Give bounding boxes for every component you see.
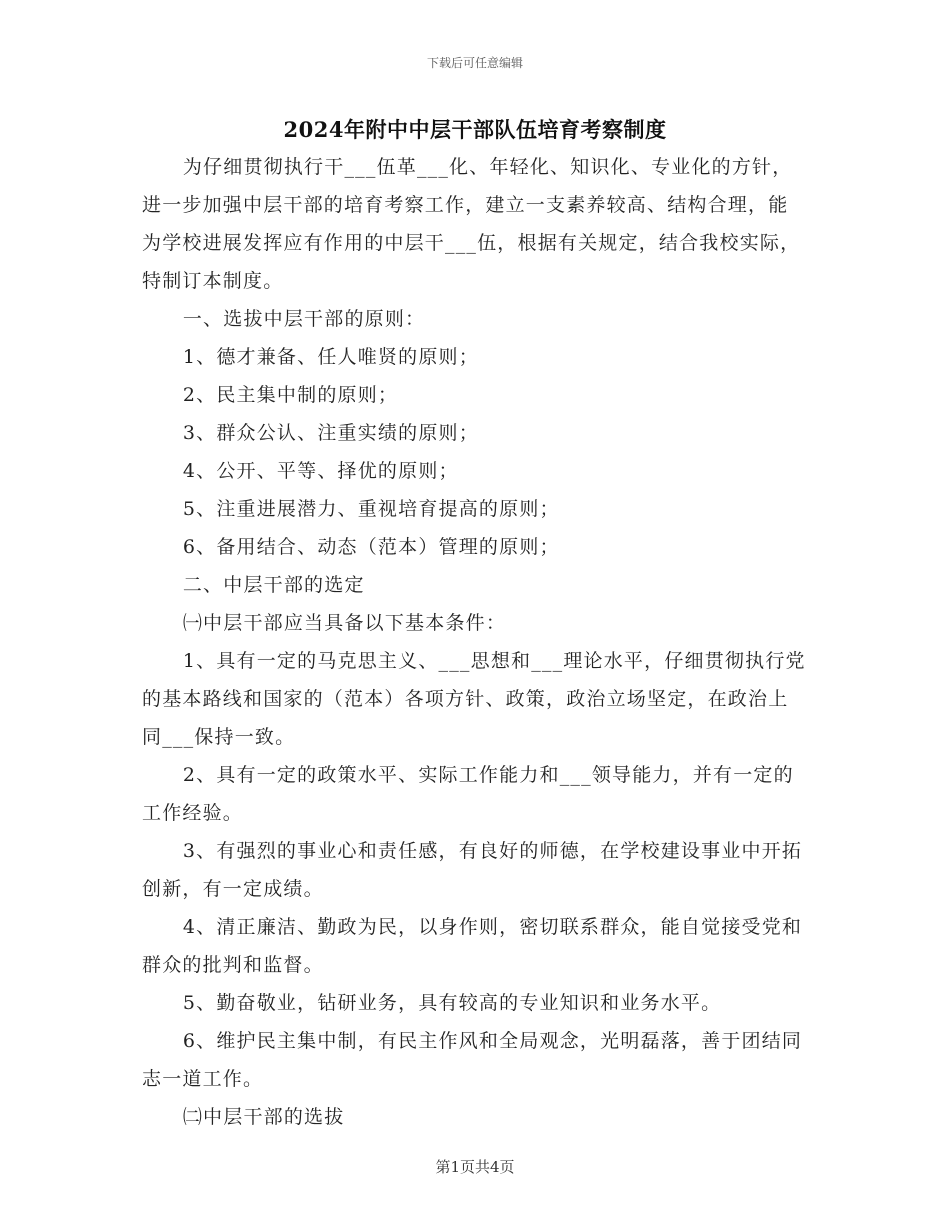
paragraph: 1、德才兼备、任人唯贤的原则；: [182, 346, 479, 368]
document-body: [142, 148, 807, 1136]
paragraph: 5、勤奋敬业，钻研业务，具有较高的专业知识和业务水平。: [182, 992, 722, 1014]
paragraph: 4、公开、平等、择优的原则；: [182, 460, 459, 482]
paragraph: ㈠中层干部应当具备以下基本条件：: [182, 612, 507, 634]
paragraph: 1、具有一定的马克思主义、___思想和___理论水平，仔细贯彻执行党的基本路线和国家的（范本）各项方针、政策，政治立场坚定，在政治上同___保持一致。: [142, 650, 806, 748]
paragraph: 2、具有一定的政策水平、实际工作能力和___领导能力，并有一定的工作经验。: [142, 764, 794, 824]
paragraph: 二、中层干部的选定: [182, 574, 365, 596]
paragraph: 为仔细贯彻执行干___伍革___化、年轻化、知识化、专业化的方针，进一步加强中层干部的培育考察工作，建立一支素养较高、结构合理，能为学校进展发挥应有作用的中层干___伍，根据有关规定，结合我校实际，特制订本制度。: [142, 156, 801, 292]
paragraph: ㈡中层干部的选拔: [182, 1106, 345, 1128]
paragraph: 3、群众公认、注重实绩的原则；: [182, 422, 479, 444]
document-title: 2024年附中中层干部队伍培育考察制度: [283, 117, 667, 142]
paragraph: 6、备用结合、动态（范本）管理的原则；: [182, 536, 560, 558]
paragraph: 3、有强烈的事业心和责任感，有良好的师德，在学校建设事业中开拓创新，有一定成绩。: [142, 840, 803, 900]
paragraph: 4、清正廉洁、勤政为民，以身作则，密切联系群众，能自觉接受党和群众的批判和监督。: [142, 916, 803, 976]
paragraph: 一、选拔中层干部的原则：: [182, 308, 426, 330]
paragraph: 2、民主集中制的原则；: [182, 384, 399, 406]
paragraph: 5、注重进展潜力、重视培育提高的原则；: [182, 498, 560, 520]
header-note: 下载后可任意编辑: [426, 56, 523, 70]
paragraph: 6、维护民主集中制，有民主作风和全局观念，光明磊落，善于团结同志一道工作。: [142, 1030, 803, 1090]
page-number-footer: 第1页共4页: [435, 1158, 515, 1176]
